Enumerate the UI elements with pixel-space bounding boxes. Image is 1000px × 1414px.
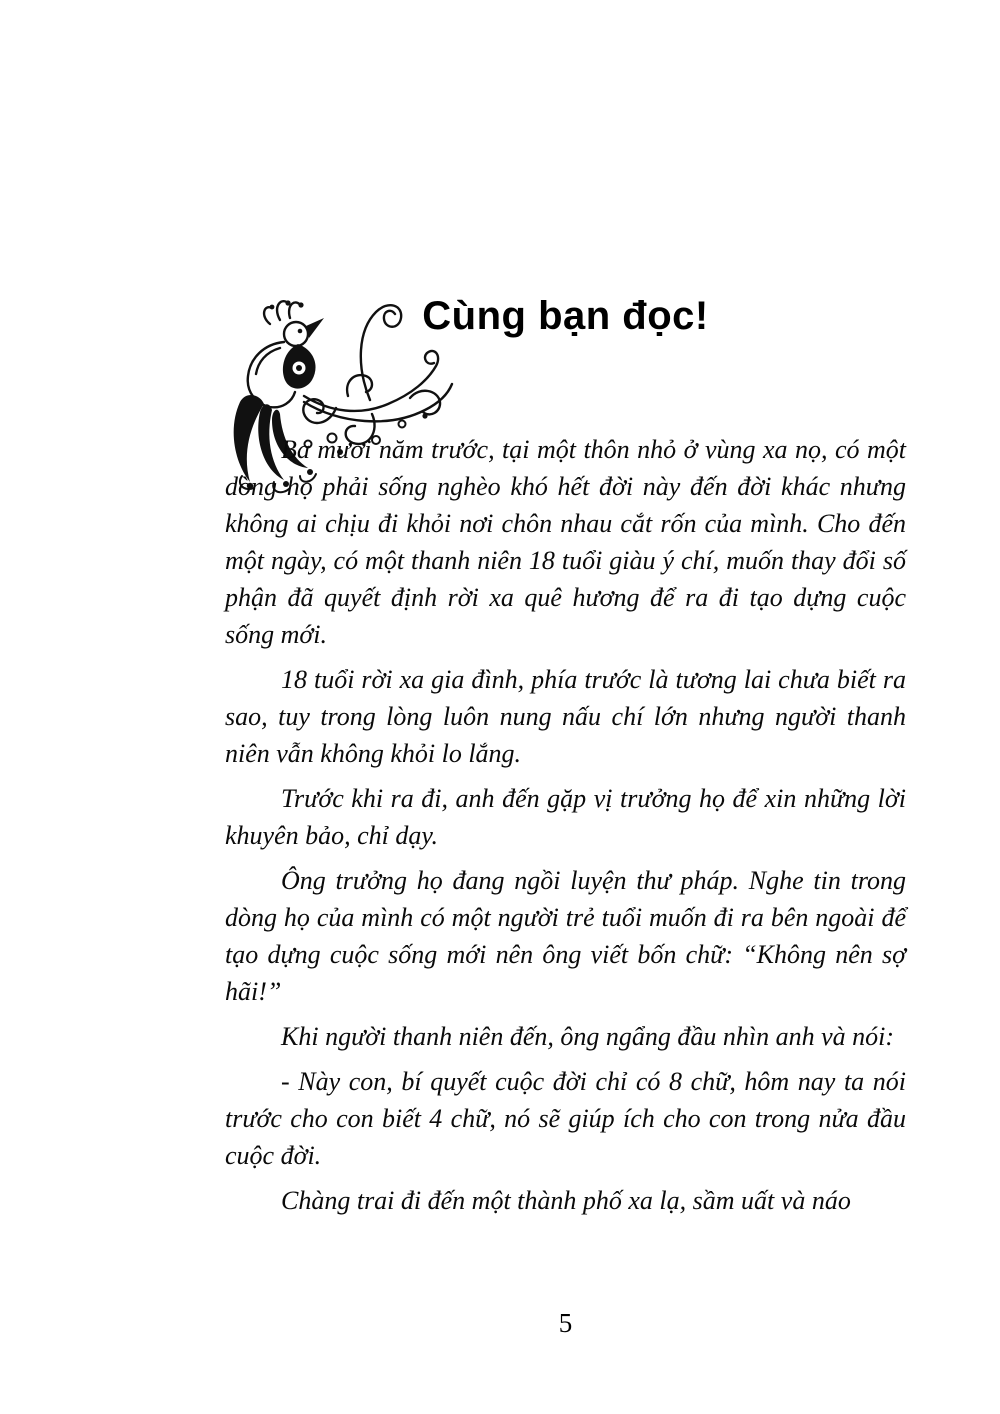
paragraph-7: Chàng trai đi đến một thành phố xa lạ, sầm uất và náo [281, 1186, 851, 1215]
paragraph-1: Ba mươi năm trước, tại một thôn nhỏ ở vùng xa nọ, có một dòng họ phải sống nghèo khó hết đời này đến đời khác nhưng không ai chịu đi khỏi nơi chôn nhau cắt rốn của mình. Cho đến một ngày, có một thanh niên 18 tuổi giàu ý chí, muốn thay đổi số phận đã quyết định rời xa quê hương để ra đi tạo dựng cuộc sống mới. [225, 435, 906, 649]
paragraph-6: - Này con, bí quyết cuộc đời chỉ có 8 chữ, hôm nay ta nói trước cho con biết 4 chữ, nó sẽ giúp ích cho con trong nửa đầu cuộc đời. [225, 1067, 906, 1170]
page-title: Cùng bạn đọc! [422, 294, 709, 338]
body-text [225, 431, 906, 1227]
paragraph-5: Khi người thanh niên đến, ông ngẩng đầu nhìn anh và nói: [281, 1022, 895, 1051]
paragraph-2: 18 tuổi rời xa gia đình, phía trước là tương lai chưa biết ra sao, tuy trong lòng luôn nung nấu chí lớn nhưng người thanh niên vẫn không khỏi lo lắng. [225, 665, 906, 768]
paragraph-3: Trước khi ra đi, anh đến gặp vị trưởng họ để xin những lời khuyên bảo, chỉ dạy. [225, 784, 906, 850]
page-number: 5 [558, 1308, 573, 1338]
paragraph-4: Ông trưởng họ đang ngồi luyện thư pháp. Nghe tin trong dòng họ của mình có một người trẻ tuổi muốn đi ra bên ngoài để tạo dựng cuộc sống mới nên ông viết bốn chữ: “Không nên sợ hãi!” [225, 866, 906, 1006]
